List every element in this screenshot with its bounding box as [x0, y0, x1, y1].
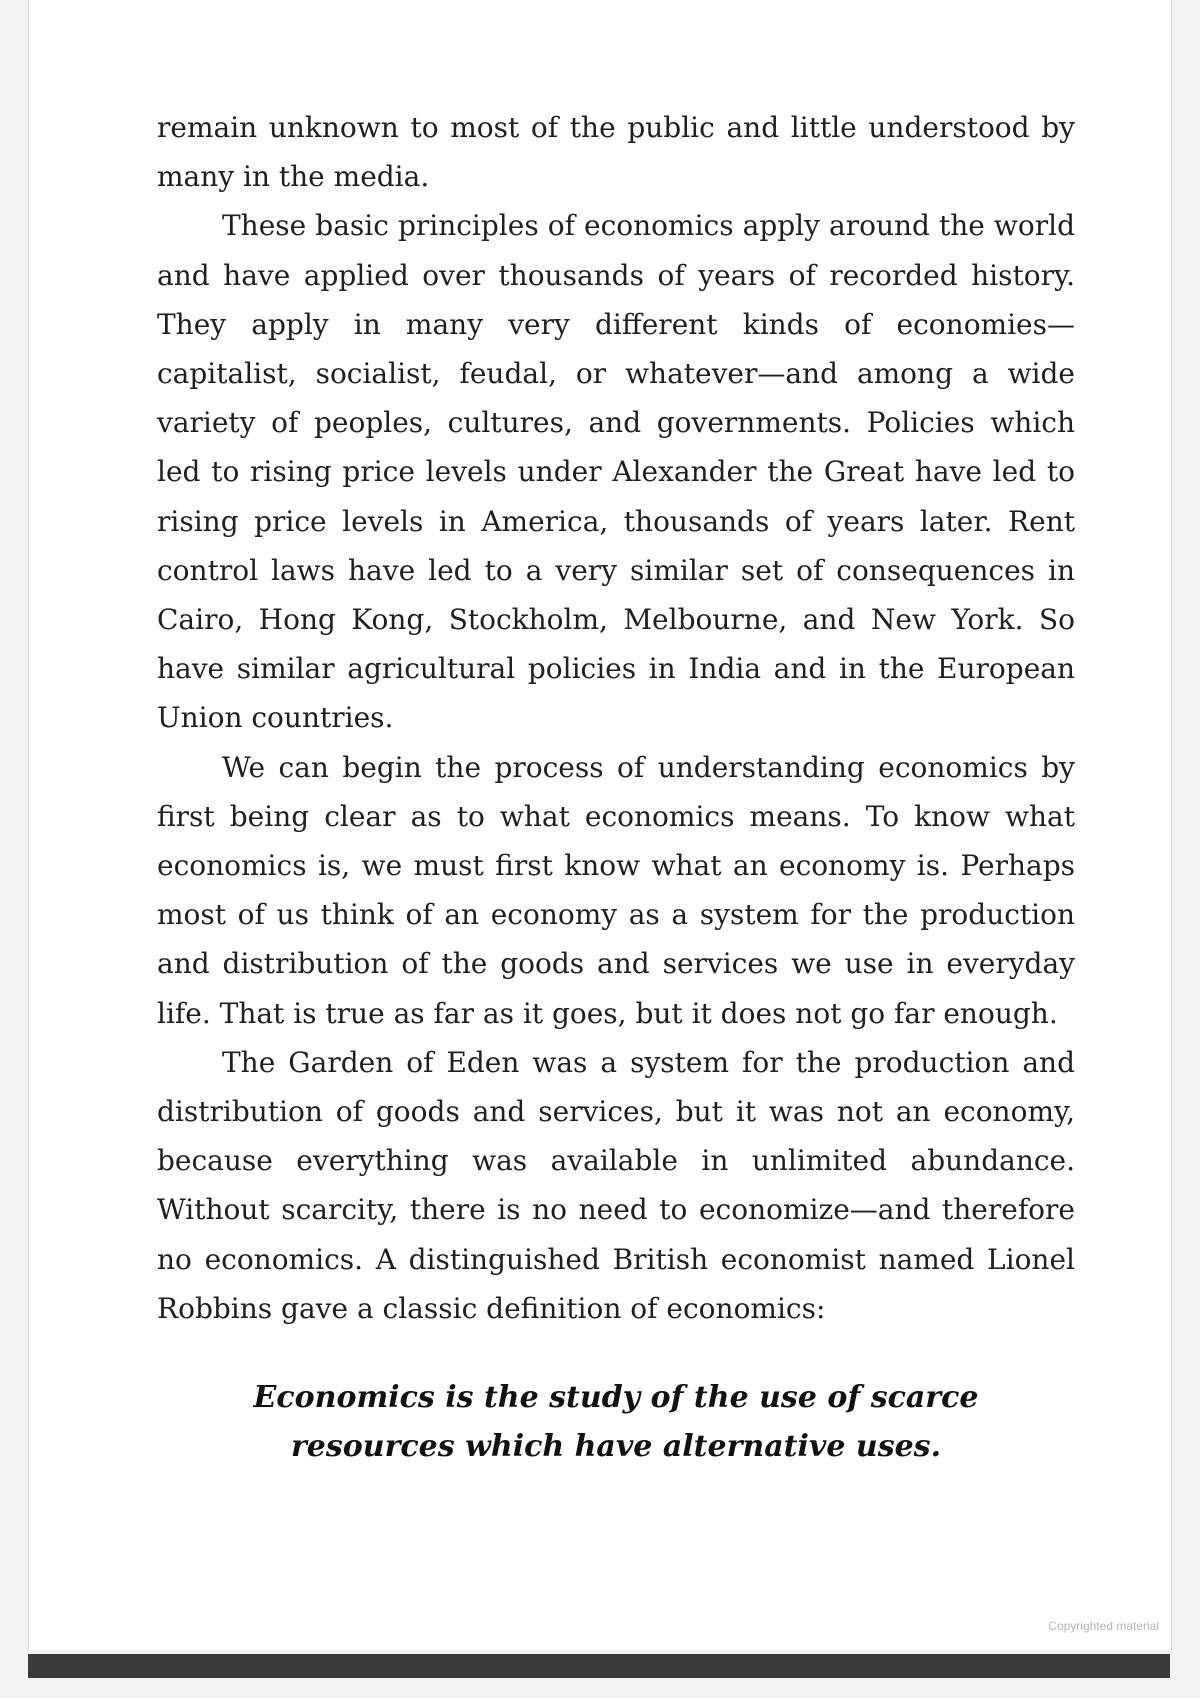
- quote-line-2: resources which have alternative uses.: [290, 1429, 942, 1464]
- definition-quote: [157, 1373, 1075, 1471]
- quote-line-1: Economics is the study of the use of scarce: [253, 1380, 979, 1415]
- document-page: [28, 0, 1172, 1650]
- paragraph-3: We can begin the process of understanding economics by first being clear as to what economics means. To know what economics is, we must first know what an economy is. Perhaps most of us think of an economy as a system for the production and distribution of the goods and services we use in everyday life. That is true as far as it goes, but it does not go far enough.: [157, 750, 1075, 1030]
- copyright-watermark: Copyrighted material: [1048, 1619, 1159, 1633]
- paragraph-4: The Garden of Eden was a system for the production and distribution of goods and services, but it was not an economy, because everything was available in unlimited abundance. Without scarcity, there is no need to economize—and therefore no economics. A distinguished British economist named Lionel Robbins gave a classic definition of economics:: [157, 1045, 1075, 1325]
- bottom-scrollbar[interactable]: [28, 1654, 1170, 1678]
- paragraph-1: remain unknown to most of the public and little understood by many in the media.: [157, 111, 1075, 194]
- body-text: [157, 103, 1075, 1333]
- paragraph-2: These basic principles of economics apply around the world and have applied over thousands of years of recorded history. They apply in many very different kinds of economies—capitalist, socialist, feudal, or whatever—and among a wide variety of peoples, cultures, and governments. Policies which led to rising price levels under Alexander the Great have led to rising price levels in America, thousands of years later. Rent control laws have led to a very similar set of consequences in Cairo, Hong Kong, Stockholm, Melbourne, and New York. So have similar agricultural policies in India and in the European Union countries.: [157, 209, 1075, 735]
